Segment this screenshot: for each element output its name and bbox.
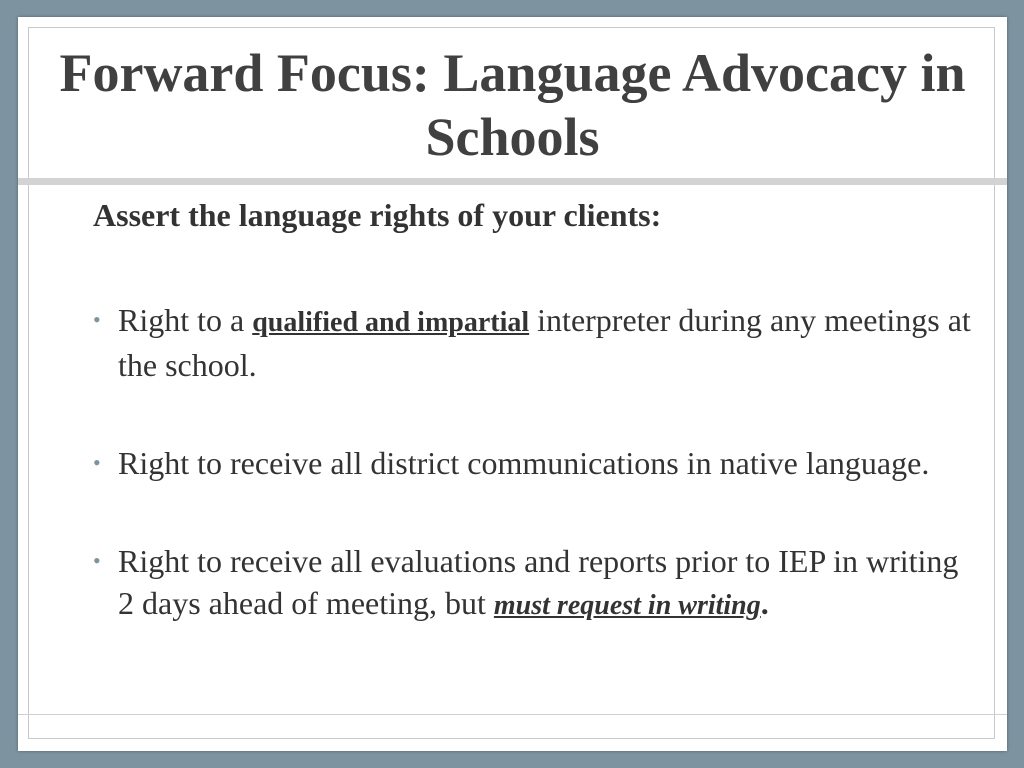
bullet-icon: •	[93, 548, 101, 573]
slide-subheading: Assert the language rights of your clients:	[93, 197, 662, 233]
bullet-text: interpreter during any meetings at the school.	[118, 302, 971, 383]
title-divider	[18, 178, 1007, 185]
bullet-text: .	[760, 585, 769, 621]
bullet-emphasis: must request in writing	[493, 590, 761, 621]
bullet-list	[93, 299, 973, 627]
bullet-text: Right to a	[118, 302, 253, 338]
slide-title: Forward Focus: Language Advocacy in Schools	[59, 43, 966, 167]
bullet-item	[93, 299, 973, 386]
slide	[18, 17, 1007, 751]
bullet-item	[93, 442, 973, 484]
bullet-item	[93, 540, 973, 627]
footer-divider	[18, 714, 1007, 715]
bullet-emphasis: qualified and impartial	[252, 307, 530, 338]
bullet-icon: •	[93, 450, 101, 475]
bullet-text: Right to receive all district communications in native language.	[118, 445, 930, 481]
bullet-icon: •	[93, 307, 101, 332]
bullet-text: Right to receive all evaluations and reports prior to IEP in writing 2 days ahead of meeting, but	[118, 543, 959, 621]
